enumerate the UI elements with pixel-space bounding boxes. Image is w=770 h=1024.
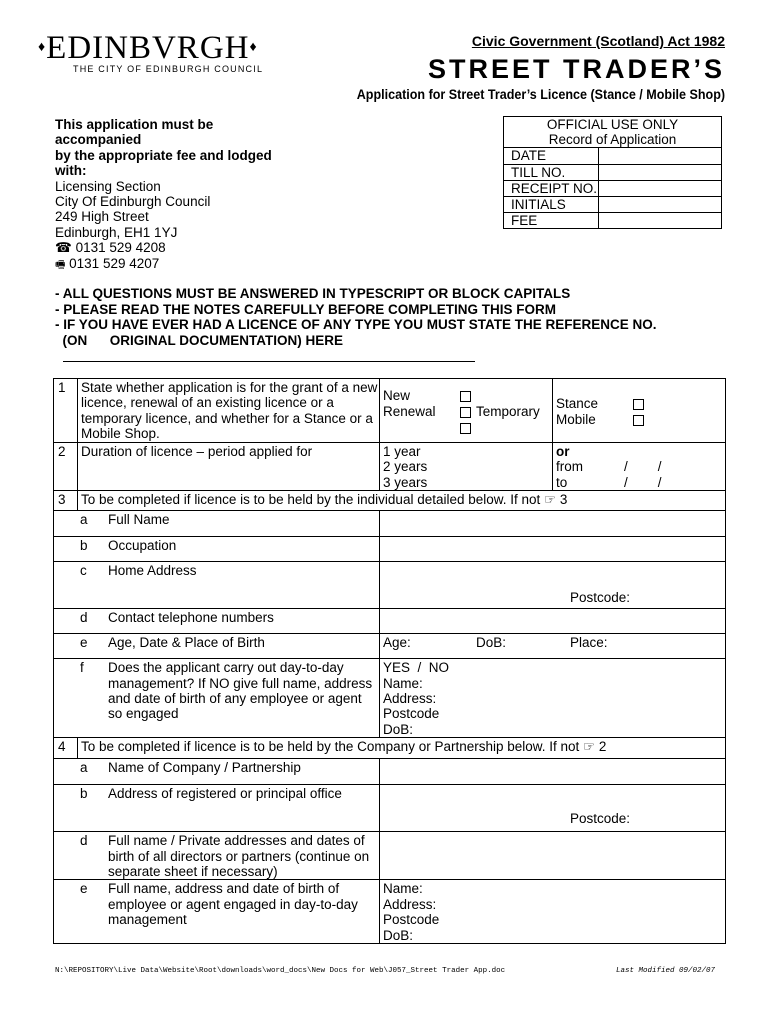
receipt-value-field[interactable] xyxy=(599,180,722,196)
company-name-field[interactable] xyxy=(380,759,726,785)
official-field-date: DATE xyxy=(504,148,599,164)
year-option[interactable]: 3 years xyxy=(383,474,428,490)
or-label: or xyxy=(556,444,570,459)
full-name-field[interactable] xyxy=(380,511,726,537)
employee-agent-field[interactable] xyxy=(380,880,726,944)
instruction-line: - PLEASE READ THE NOTES CAREFULLY BEFORE COMPLETING THIS FORM xyxy=(55,301,557,317)
official-field-initials: INITIALS xyxy=(504,197,599,213)
logo-diamond-icon: ♦ xyxy=(38,40,47,55)
year-option[interactable]: 2 years xyxy=(383,459,428,475)
directors-partners-field[interactable] xyxy=(380,832,726,880)
name-label: Name: xyxy=(383,675,423,691)
from-date-field[interactable]: / / xyxy=(624,459,662,475)
intro-line: with: xyxy=(55,163,87,179)
postcode-label: Postcode: xyxy=(570,811,631,827)
home-address-field[interactable] xyxy=(380,562,726,609)
new-checkbox[interactable] xyxy=(460,391,471,402)
address-label: Address: xyxy=(383,896,437,912)
document-path: N:\REPOSITORY\Live Data\Website\Root\downloads\word_docs\New Docs for Web\J057_Street Trader App.doc xyxy=(55,967,506,975)
question-number: 2 xyxy=(54,443,78,491)
dob-label: DoB: xyxy=(383,927,414,943)
reference-number-line[interactable] xyxy=(63,361,475,362)
q1-licence-type-options xyxy=(380,379,553,443)
fax-line xyxy=(55,256,272,273)
intro-line: accompanied xyxy=(55,132,142,148)
council-logo xyxy=(38,30,258,66)
act-heading: Civic Government (Scotland) Act 1982 xyxy=(471,33,725,49)
instruction-line: (ON ORIGINAL DOCUMENTATION) HERE xyxy=(55,332,343,348)
official-heading: OFFICIAL USE ONLY Record of Application xyxy=(504,117,722,148)
q4e-label: e Full name, address and date of birth of employee or agent engaged in day-to-day management xyxy=(54,880,380,944)
instructions xyxy=(55,286,657,348)
telephone-icon: ☎ xyxy=(55,240,72,256)
year-option[interactable]: 1 year xyxy=(383,444,421,459)
option-renewal-label: Renewal xyxy=(383,404,436,419)
instruction-line: - ALL QUESTIONS MUST BE ANSWERED IN TYPESCRIPT OR BLOCK CAPITALS xyxy=(55,286,571,301)
q2-years xyxy=(380,443,553,491)
renewal-checkbox[interactable] xyxy=(460,407,471,418)
official-field-till: TILL NO. xyxy=(504,164,599,180)
official-subheading: Record of Application xyxy=(548,132,677,148)
instruction-line: - IF YOU HAVE EVER HAD A LICENCE OF ANY TYPE YOU MUST STATE THE REFERENCE NO. xyxy=(55,317,657,333)
q4d-label: d Full name / Private addresses and dates of birth of all directors or partners (continue on separate sheet if necessary) xyxy=(54,832,380,880)
q3a-label: a Full Name xyxy=(54,511,380,537)
phone-line xyxy=(55,240,272,255)
address-line: Licensing Section xyxy=(55,178,161,194)
yes-no-option[interactable]: YES / NO xyxy=(383,660,450,676)
postcode-label: Postcode xyxy=(383,706,440,722)
fax-icon: 🖷 xyxy=(55,258,66,271)
name-label: Name: xyxy=(383,881,423,897)
dob-label: DoB: xyxy=(476,635,507,651)
till-value-field[interactable] xyxy=(599,164,722,180)
option-mobile-label: Mobile xyxy=(556,412,596,427)
intro-line: This application must be xyxy=(55,117,214,132)
mobile-checkbox[interactable] xyxy=(633,415,644,426)
phone-number: 0131 529 4208 xyxy=(75,240,166,256)
form-subtitle: Application for Street Trader’s Licence (Stance / Mobile Shop) xyxy=(356,87,725,102)
contact-telephone-field[interactable] xyxy=(380,609,726,634)
last-modified: Last Modified 09/02/07 xyxy=(615,967,715,975)
address-line: City Of Edinburgh Council xyxy=(55,194,211,210)
to-label: to xyxy=(556,474,568,490)
official-field-receipt: RECEIPT NO. xyxy=(504,180,599,196)
q4-text: To be completed if licence is to be held by the Company or Partnership below. If not ☞ 2 xyxy=(78,738,726,759)
intro-block xyxy=(55,117,272,273)
fax-number: 0131 529 4207 xyxy=(69,255,160,271)
management-answer-field[interactable] xyxy=(380,659,726,738)
official-field-fee: FEE xyxy=(504,213,599,229)
logo-subtitle: THE CITY OF EDINBURGH COUNCIL xyxy=(73,64,264,74)
q3-text: To be completed if licence is to be held by the individual detailed below. If not ☞ 3 xyxy=(78,491,726,511)
postcode-label: Postcode xyxy=(383,912,440,928)
q3c-label: c Home Address xyxy=(54,562,380,609)
option-new-label: New xyxy=(383,388,411,403)
dob-label: DoB: xyxy=(383,721,414,737)
temporary-checkbox[interactable] xyxy=(460,423,471,434)
postcode-label: Postcode: xyxy=(570,590,631,606)
question-number: 1 xyxy=(54,379,78,443)
q3e-label: e Age, Date & Place of Birth xyxy=(54,634,380,659)
q4a-label: a Name of Company / Partnership xyxy=(54,759,380,785)
address-label: Address: xyxy=(383,691,437,707)
from-label: from xyxy=(556,459,583,475)
q3f-label: f Does the applicant carry out day-to-day management? If NO give full name, address and date of birth of any employee or agent so engaged xyxy=(54,659,380,738)
age-label: Age: xyxy=(383,635,411,651)
page-title: STREET TRADER’S xyxy=(427,54,725,84)
q3d-label: d Contact telephone numbers xyxy=(54,609,380,634)
place-label: Place: xyxy=(570,635,608,651)
q2-text: Duration of licence – period applied for xyxy=(78,443,380,491)
registered-office-field[interactable] xyxy=(380,785,726,832)
q4b-label: b Address of registered or principal office xyxy=(54,785,380,832)
date-value-field[interactable] xyxy=(599,148,722,164)
fee-value-field[interactable] xyxy=(599,213,722,229)
q1-stance-options xyxy=(553,379,726,443)
application-form-table xyxy=(53,378,726,944)
intro-line: by the appropriate fee and lodged xyxy=(55,147,272,163)
address-line: 249 High Street xyxy=(55,209,149,225)
option-stance-label: Stance xyxy=(556,396,599,411)
q2-date-range xyxy=(553,443,726,491)
question-number: 3 xyxy=(54,491,78,511)
option-temporary-label: Temporary xyxy=(476,404,540,419)
occupation-field[interactable] xyxy=(380,537,726,562)
question-number: 4 xyxy=(54,738,78,759)
stance-checkbox[interactable] xyxy=(633,399,644,410)
address-line: Edinburgh, EH1 1YJ xyxy=(55,224,178,240)
logo-diamond-icon: ♦ xyxy=(249,40,258,55)
initials-value-field[interactable] xyxy=(599,197,722,213)
to-date-field[interactable]: / / xyxy=(624,474,662,490)
official-use-box xyxy=(503,116,722,229)
q1-text: State whether application is for the grant of a new licence, renewal of an existing licence or a temporary licence, and whether for a Stance or a Mobile Shop. xyxy=(78,379,380,443)
q3b-label: b Occupation xyxy=(54,537,380,562)
logo-text: EDINBVRGH xyxy=(46,30,250,66)
age-dob-place-field[interactable] xyxy=(380,634,726,659)
